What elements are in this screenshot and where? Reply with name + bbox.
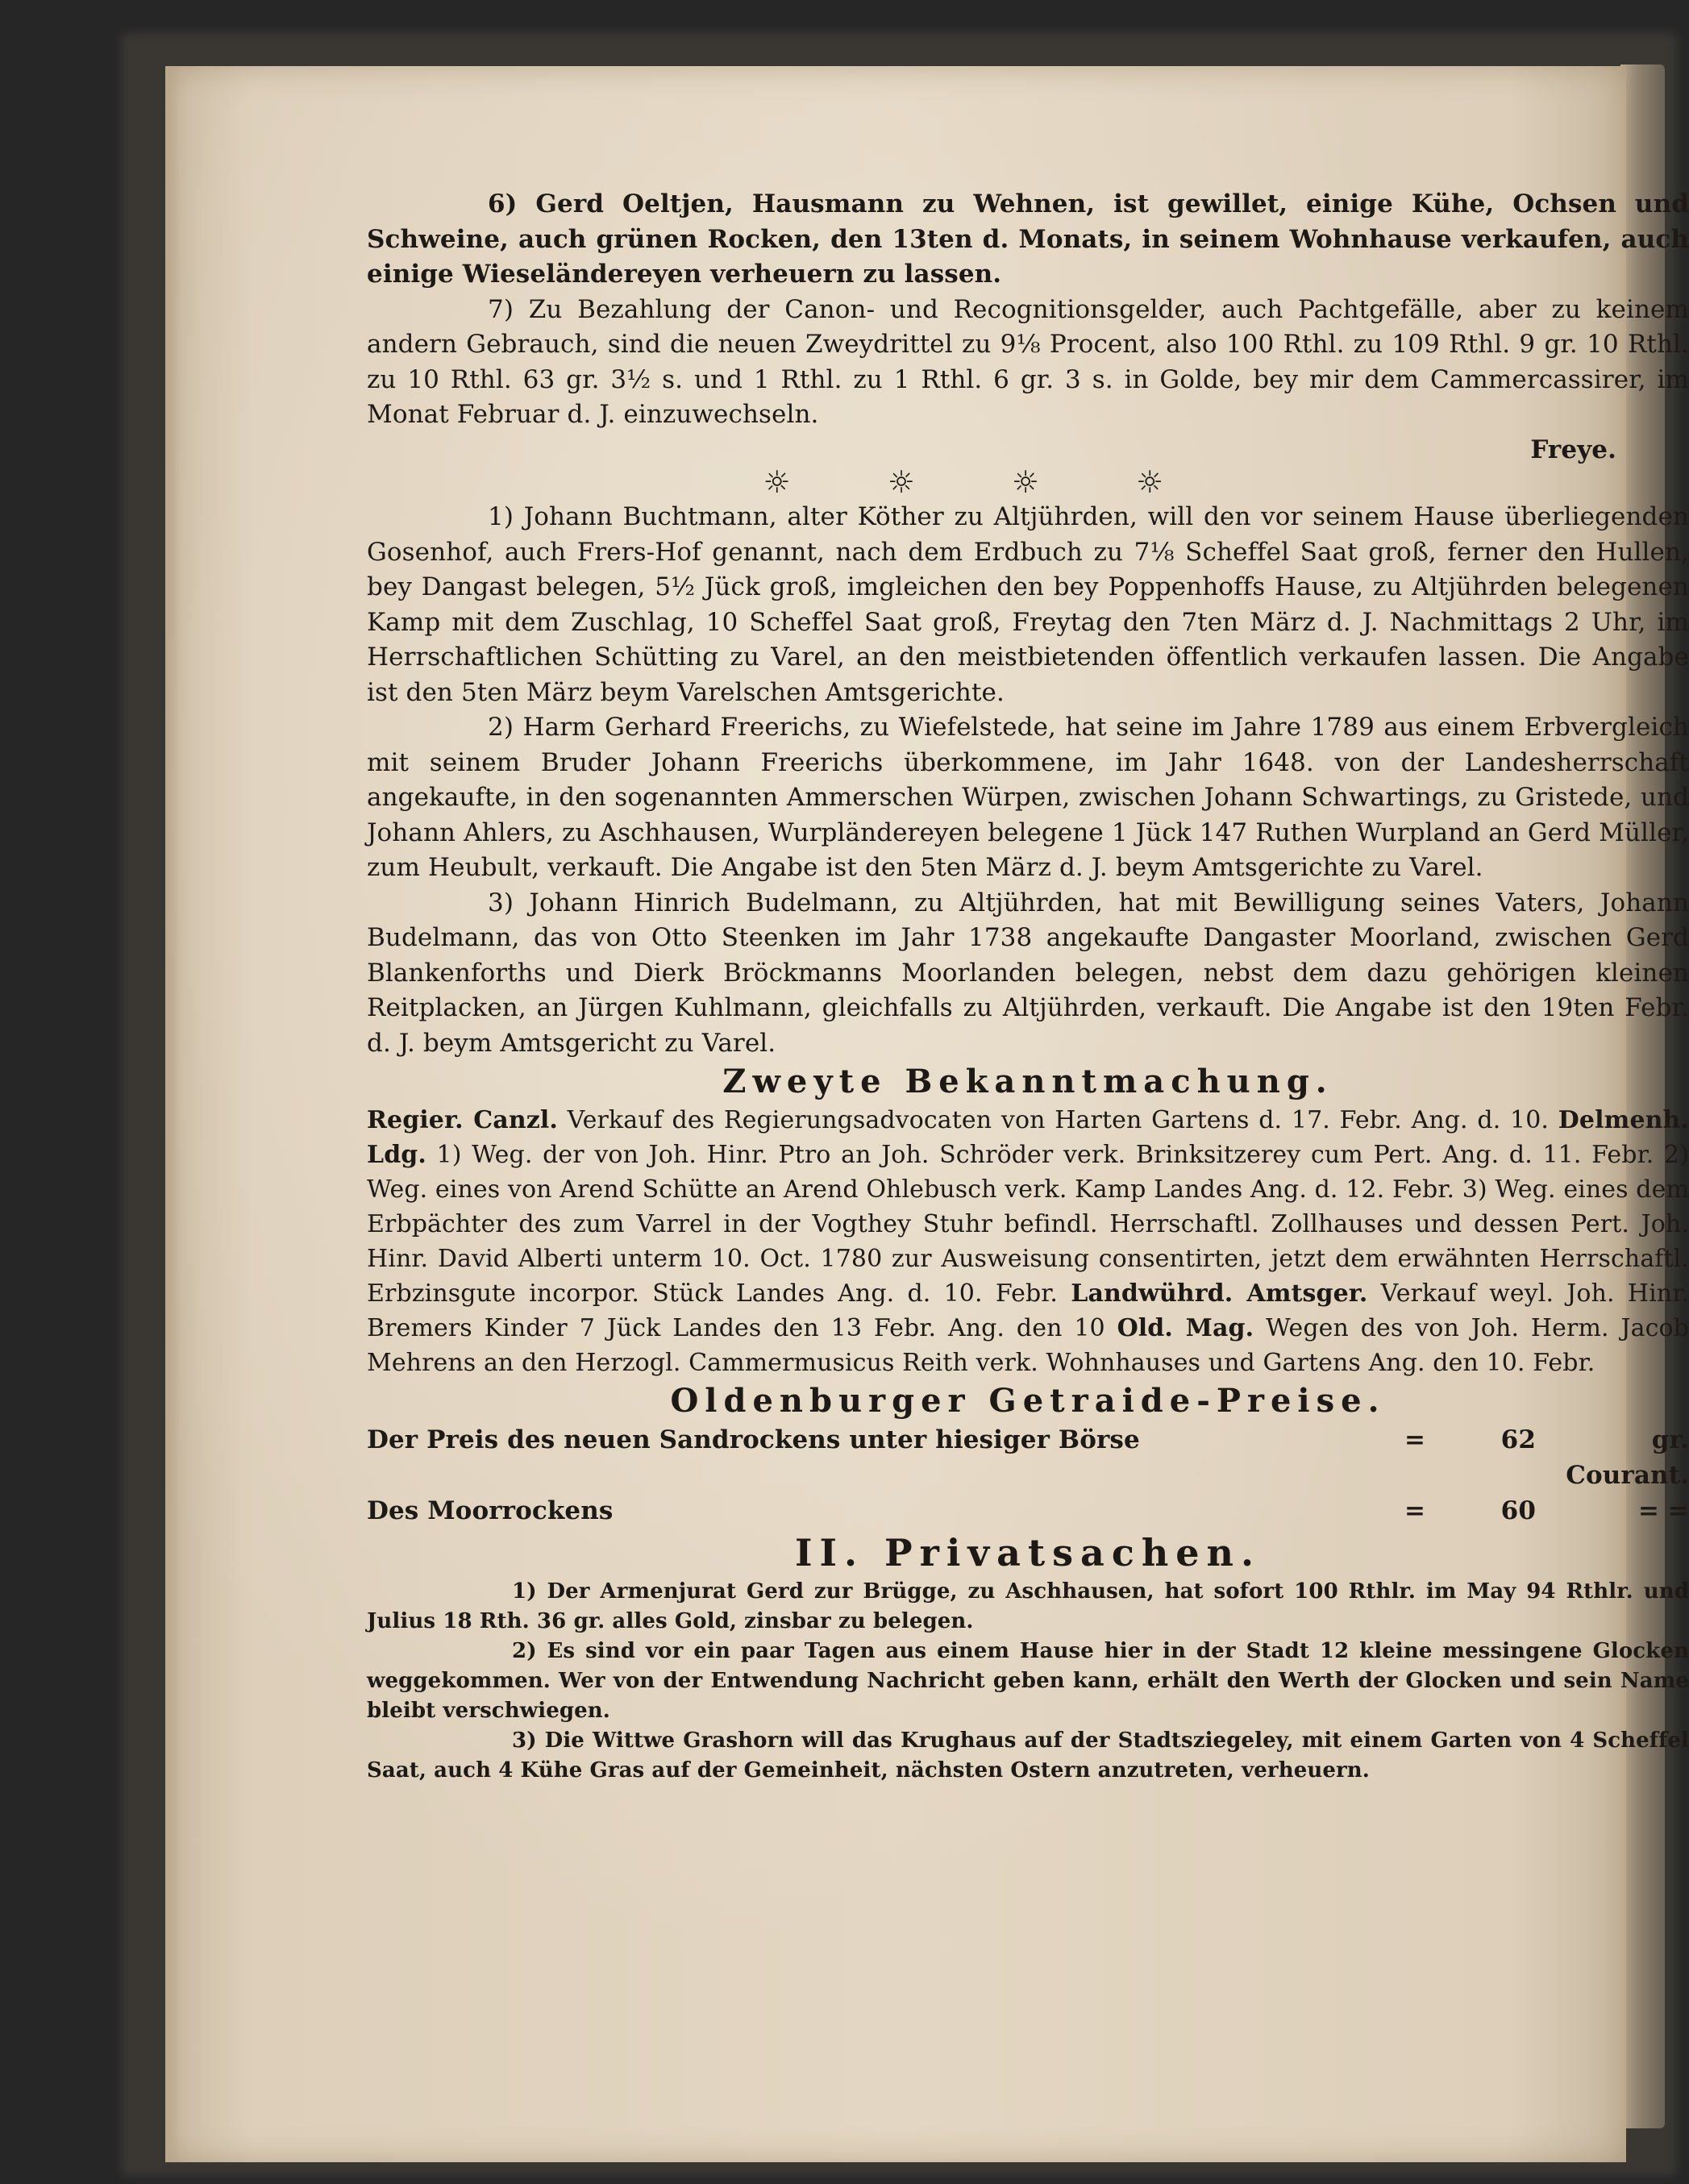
signature-line — [367, 433, 1689, 468]
star-ornament-icon: ☼ — [887, 464, 915, 500]
price-table — [367, 1422, 1689, 1529]
zweyte-text-1: Verkauf des Regierungsadvocaten von Harten Gartens d. 17. Febr. Ang. d. 10. — [557, 1106, 1558, 1134]
price-ditto-mark: = — [1404, 1496, 1426, 1525]
notice-item-7: 7) Zu Bezahlung der Canon- und Recognitionsgelder, auch Pachtgefälle, aber zu keinem andern Gebrauch, sind die neuen Zweydrittel zu 9⅛ Procent, also 100 Rthl. zu 109 Rthl. 9 gr. 10 Rthl. zu 10 Rthl. 63 gr. 3½ s. und 1 Rthl. zu 1 Rthl. 6 gr. 3 s. in Golde, bey mir dem Cammercassirer, im Monat Februar d. J. einzuwechseln. — [367, 294, 1689, 429]
document-page — [165, 66, 1689, 2162]
authority-delmenh-ldg: Delmenh. Ldg. — [367, 1106, 1689, 1169]
authority-landwuehrd-amtsger: Landwührd. Amtsger. — [1071, 1279, 1368, 1308]
price-row — [367, 1422, 1689, 1493]
star-ornament-icon: ☼ — [763, 464, 791, 500]
star-ornament-icon: ☼ — [1012, 464, 1040, 500]
zweyte-bekanntmachung-text — [367, 1103, 1689, 1380]
sale-item-3: 3) Johann Hinrich Budelmann, zu Altjührden, hat mit Bewilligung seines Vaters, Johann Budelmann, das von Otto Steenken im Jahr 1738 angekaufte Dangaster Moorland, zwischen Gerd Blankenforths und Dierk Bröckmanns Moorlanden belegen, nebst dem dazu gehörigen kleinen Reitplacken, an Jürgen Kuhlmann, gleichfalls zu Altjührden, verkauft. Die Angabe ist den 19ten Febr. d. J. beym Amtsgericht zu Varel. — [367, 888, 1689, 1058]
notice-item-6: 6) Gerd Oeltjen, Hausmann zu Wehnen, ist gewillet, einige Kühe, Ochsen und Schweine, auch grünen Rocken, den 13ten d. Monats, in seinem Wohnhause verkaufen, auch einige Wieseländereyen verheuern zu lassen. — [367, 189, 1689, 289]
section-divider-stars — [367, 464, 1689, 500]
price-ditto-mark: = — [1404, 1425, 1426, 1454]
zweyte-text-4: Wegen des von Joh. Herm. Jacob Mehrens an den Herzogl. Cammermusicus Reith verk. Wohnhauses und Gartens Ang. den 10. Febr. — [367, 1314, 1689, 1377]
price-value: 60 — [1500, 1496, 1536, 1525]
heading-privatsachen: II. Privatsachen. — [794, 1531, 1262, 1575]
private-item-1: 1) Der Armenjurat Gerd zur Brügge, zu Aschhausen, hat sofort 100 Rthlr. im May 94 Rthlr. und Julius 18 Rth. 36 gr. alles Gold, zinsbar zu belegen. — [367, 1579, 1689, 1633]
private-item-2: 2) Es sind vor ein paar Tagen aus einem Hause hier in der Stadt 12 kleine messingene Glocken weggekommen. Wer von der Entwendung Nachricht geben kann, erhält den Werth der Glocken und sein Name bleibt verschwiegen. — [367, 1639, 1689, 1723]
heading-getraide-preise: Oldenburger Getraide-Preise. — [670, 1382, 1386, 1420]
price-value: 62 — [1500, 1425, 1536, 1454]
sale-item-1: 1) Johann Buchtmann, alter Köther zu Altjührden, will den vor seinem Hause überliegenden Gosenhof, auch Frers-Hof genannt, nach dem Erdbuch zu 7⅛ Scheffel Saat groß, ferner den Hullen, bey Dangast belegen, 5½ Jück groß, imgleichen den bey Poppenhoffs Hause, zu Altjührden belegenen Kamp mit dem Zuschlag, 10 Scheffel Saat groß, Freytag den 7ten März d. J. Nachmittags 2 Uhr, im Herrschaftlichen Schütting zu Varel, an den meistbietenden öffentlich verkaufen lassen. Die Angabe ist den 5ten März beym Varelschen Amtsgerichte. — [367, 502, 1689, 707]
price-unit: = = — [1637, 1496, 1689, 1525]
authority-old-mag: Old. Mag. — [1117, 1314, 1254, 1342]
price-label: Der Preis des neuen Sandrockens unter hiesiger Börse — [367, 1425, 1140, 1454]
signature: Freye. — [1530, 435, 1616, 464]
page-binding-edge — [165, 66, 180, 2162]
authority-regier-canzl: Regier. Canzl. — [367, 1106, 558, 1134]
notice-item-7-block — [367, 293, 1689, 468]
star-ornament-icon: ☼ — [1136, 464, 1164, 500]
sale-item-2: 2) Harm Gerhard Freerichs, zu Wiefelstede, hat seine im Jahre 1789 aus einem Erbvergleich mit seinem Bruder Johann Freerichs überkommene, im Jahr 1648. von der Landesherrschaft angekaufte, in den sogenannten Ammerschen Würpen, zwischen Johann Schwartings, zu Gristede, und Johann Ahlers, zu Aschhausen, Wurpländereyen belegene 1 Jück 147 Ruthen Wurpland an Gerd Müller, zum Heubult, verkauft. Die Angabe ist den 5ten März d. J. beym Amtsgerichte zu Varel. — [367, 713, 1689, 882]
price-row — [367, 1493, 1689, 1529]
private-item-3: 3) Die Wittwe Grashorn will das Krughaus auf der Stadtsziegeley, mit einem Garten von 4 Scheffel Saat, auch 4 Kühe Gras auf der Gemeinheit, nächsten Ostern anzutreten, verheuern. — [367, 1728, 1689, 1783]
heading-zweyte-bekanntmachung: Zweyte Bekanntmachung. — [722, 1063, 1333, 1100]
page-content — [367, 187, 1689, 1786]
price-unit: gr. Courant. — [1566, 1425, 1689, 1490]
zweyte-text-3: Verkauf weyl. Joh. Hinr. Bremers Kinder 7 Jück Landes den 13 Febr. Ang. den 10 — [367, 1279, 1689, 1342]
zweyte-text-2: 1) Weg. der von Joh. Hinr. Ptro an Joh. Schröder verk. Brinksitzerey cum Pert. Ang. d. 11. Febr. 2) Weg. eines von Arend Schütte an Arend Ohlebusch verk. Kamp Landes Ang. d. 12. Febr. 3) Weg. eines dem Erbpächter des zum Varrel in der Vogthey Stuhr befindl. Herrschaftl. Zollhauses und dessen Pert. Joh. Hinr. David Alberti unterm 10. Oct. 1780 zur Ausweisung consentirten, jetzt dem erwähnten Herrschaftl. Erbzinsgute incorpor. Stück Landes Ang. d. 10. Febr. — [367, 1141, 1689, 1308]
price-label: Des Moorrockens — [367, 1496, 614, 1525]
